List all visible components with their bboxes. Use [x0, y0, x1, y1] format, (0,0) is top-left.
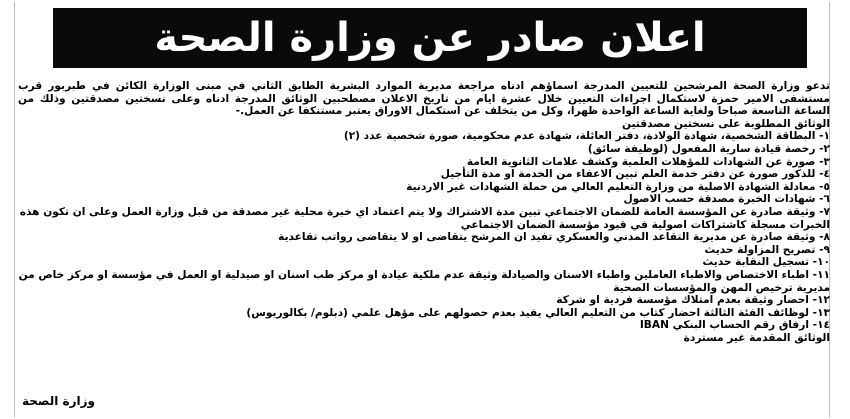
announcement-body — [18, 80, 830, 344]
item-text: تصريح المزاولة حديث — [704, 243, 816, 256]
item-text: اطباء الاختصاص والاطباء العاملين واطباء الاسنان والصيادلة وثيقة عدم ملكية عيادة او مركز طب اسنان او صيدلية او العمل في مؤسسة او مركز خاص من مديرية ترخيص المهن والمؤسسات الصحية — [18, 268, 830, 294]
list-item — [18, 256, 830, 269]
item-number: ١٠- — [812, 256, 830, 269]
item-number: ١٤- — [812, 319, 830, 332]
list-item — [18, 319, 830, 332]
item-number: ١٣- — [812, 306, 830, 319]
item-text: صورة عن الشهادات للمؤهلات العلمية وكشف علامات الثانوية العامة — [466, 155, 816, 168]
item-number: ٧- — [819, 205, 830, 218]
list-item — [18, 168, 830, 181]
list-item — [18, 193, 830, 206]
item-number: ١٢- — [812, 294, 830, 307]
item-number: ٨- — [819, 231, 830, 244]
item-text: تسجيل النقابة حديث — [702, 256, 809, 269]
item-text: وثيقة صادرة عن مديرية التقاعد المدني والعسكري تفيد ان المرشح يتقاضى او لا يتقاضى رواتب تقاعدية — [278, 231, 816, 244]
item-number: ٢- — [819, 142, 830, 155]
requirements-title: الوثائق المطلوبة على نسختين مصدقتين — [622, 117, 830, 130]
list-item — [18, 181, 830, 194]
item-number: ٣- — [819, 155, 830, 168]
item-text: البطاقة الشخصية، شهادة الولادة، دفتر العائلة، شهادة عدم محكومية، صورة شخصية عدد (٢) — [343, 130, 816, 143]
list-item — [18, 130, 830, 143]
list-item — [18, 294, 830, 307]
item-text: معادلة الشهادة الاصلية من وزارة التعليم العالي من حملة الشهادات غير الاردنية — [406, 180, 816, 193]
signature: وزارة الصحة — [22, 394, 96, 408]
list-item — [18, 307, 830, 320]
list-item — [18, 143, 830, 156]
item-number: ٥- — [819, 180, 830, 193]
intro-paragraph: تدعو وزارة الصحة المرشحين للتعيين المدرجة اسماؤهم ادناه مراجعة مديرية الموارد البشرية الطابق الثاني في مبنى الوزارة الكائن في طبربور قرب مستشفى الامير حمزة لاستكمال اجراءات التعيين خلال عشرة ايام من تاريخ الاعلان مصطحبين الوثائق المدرجة ادناه وعلى نسختين مصدقتين وذلك من الساعة التاسعة صباحا ولغاية الساعة الواحدة ظهرا، وكل من يتخلف عن استكمال الاوراق يعتبر مستنكفا عن العمل.- — [18, 80, 830, 118]
item-text: للذكور صورة عن دفتر خدمة العلم تبين الاعفاء من الخدمة او مدة التأجيل — [440, 168, 816, 181]
item-text: لوظائف الفئة الثالثة احضار كتاب من التعليم العالي يفيد بعدم حصولهم على مؤهل علمي (دبلوم/ بكالوريوس) — [246, 306, 809, 319]
list-item — [18, 156, 830, 169]
item-text: وثيقة صادرة عن المؤسسة العامة للضمان الاجتماعي تبين مدة الاشتراك ولا يتم اعتماد اي خبرة محلية غير مصدقة من قبل وزارة العمل وعلى ان تكون هذه الخبرات مسجلة كاشتراكات اصولية في قيود مؤسسة الضمان الاجتماعي — [19, 205, 830, 231]
item-number: ٦- — [819, 193, 830, 206]
requirements-list — [18, 130, 830, 332]
announcement-title: اعلان صادر عن وزارة الصحة — [53, 8, 807, 68]
item-number: ١- — [819, 130, 830, 143]
closing-note: الوثائق المقدمة غير مستردة — [683, 331, 830, 344]
list-item — [18, 206, 830, 231]
item-number: ١١- — [812, 268, 830, 281]
item-text: شهادات الخبرة مصدقة حسب الاصول — [623, 193, 816, 206]
item-text: رخصة قيادة سارية المفعول (لوظيفة سائق) — [587, 142, 816, 155]
list-item — [18, 231, 830, 244]
item-text: احضار وثيقة بعدم امتلاك مؤسسة فردية او شركة — [556, 294, 809, 307]
list-item — [18, 269, 830, 294]
item-text: ارفاق رقم الحساب البنكي IBAN — [639, 319, 809, 332]
item-number: ٩- — [819, 243, 830, 256]
item-number: ٤- — [819, 168, 830, 181]
list-item — [18, 244, 830, 257]
